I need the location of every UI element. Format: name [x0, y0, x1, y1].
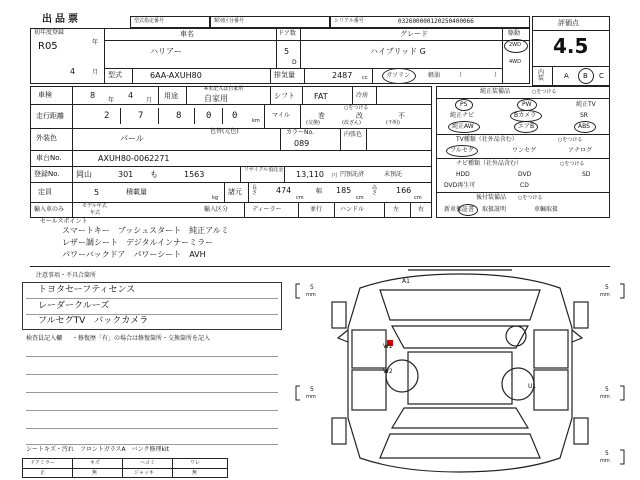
serial-label: シリアル番号 — [334, 18, 364, 24]
mileage-digit-4: 0 — [206, 111, 212, 121]
dvd-cd: CD — [520, 182, 529, 189]
car-door-fr — [534, 330, 568, 368]
shaken-label: 車検 — [38, 91, 52, 99]
shaken-month-unit: 月 — [146, 97, 153, 104]
shaken-month: 4 — [128, 91, 134, 100]
dimensions-label: 諸元 — [228, 188, 242, 196]
car-windshield — [392, 326, 528, 348]
car-mirror-right — [572, 330, 582, 342]
unpaid-label: 未預託 — [384, 171, 403, 178]
legend-crack-val: 無 — [192, 470, 198, 476]
first-reg-label: 初年度登録 — [34, 29, 65, 36]
car-damage-diagram — [290, 268, 630, 478]
handle-left: 左 — [393, 206, 400, 213]
meter-label: マイル — [272, 112, 290, 119]
diagram-label-w2a: W2 — [383, 343, 393, 350]
fuel-diesel: 軽油 — [428, 72, 441, 79]
height-unit: cm — [414, 195, 422, 201]
mileage-digit-1: 2 — [104, 111, 110, 121]
meter-opt-1: 巻 — [318, 112, 325, 120]
model-value: 6AA-AXUH80 — [150, 71, 202, 80]
load-label: 積載量 — [126, 188, 147, 196]
equipment-note: ○をつける — [532, 89, 557, 95]
shift-value: FAT — [314, 92, 328, 101]
shift-label: シフト — [274, 92, 295, 100]
equip-abs-circle — [574, 121, 596, 133]
displacement-label: 排気量 — [274, 71, 295, 79]
mileage-digit-5: 0 — [232, 111, 238, 121]
tire-fl-value: 5 — [310, 284, 314, 291]
first-reg-year: R05 — [38, 41, 58, 52]
model-label: 型式 — [108, 71, 122, 79]
legend-dent: ヘコミ — [140, 460, 156, 466]
car-name-label: 車名 — [180, 30, 194, 38]
tire-spare-unit: mm — [600, 458, 610, 464]
width-label: 幅 — [316, 188, 323, 195]
meter-lbl-2: (改ざん) — [342, 120, 361, 126]
legend-dent-val: ジャッキ — [134, 470, 154, 476]
tire-rl-value: 5 — [310, 386, 314, 393]
length-label: 長さ — [252, 185, 258, 196]
car-name-value: ハリアー — [150, 47, 182, 56]
interior-selected-circle — [578, 68, 594, 84]
tire-fl-unit: mm — [306, 292, 316, 298]
load-unit: kg — [212, 195, 219, 201]
mileage-unit: km — [252, 118, 260, 124]
car-trunk — [380, 434, 540, 458]
footer-note: シートキズ・汚れ フロントガラスA バンク修理kit — [26, 446, 169, 453]
tire-fr-value: 5 — [605, 284, 609, 291]
interior-grade-b: B — [583, 72, 588, 80]
doors-value: 5 — [284, 47, 290, 56]
length-value: 474 — [276, 186, 292, 195]
chassis-label: 車台No. — [36, 154, 62, 162]
parts-note: ○をつける — [518, 195, 543, 201]
eval-value: 4.5 — [553, 34, 589, 58]
notes-title: 注意事項・不具合箇所 — [36, 272, 97, 279]
ext-color-value: パール — [120, 134, 144, 143]
model-year-unit: 年式 — [90, 210, 101, 216]
equip-ps-circle — [455, 99, 473, 111]
mileage-digit-3: 8 — [176, 111, 182, 121]
equip-aw: 純正AW — [452, 123, 474, 130]
fuel-selected-circle — [382, 68, 416, 84]
registration-label: 登録No. — [34, 170, 60, 178]
import-class-label: 輸入区分 — [204, 206, 229, 213]
height-label: 高さ — [372, 185, 378, 196]
usage-label: 用途 — [164, 92, 178, 100]
recycle-value: 13,110 — [296, 170, 324, 179]
first-reg-year-unit: 年 — [92, 39, 99, 46]
legend-scratch-val: 無 — [92, 470, 98, 476]
color-code-label: カラーNo. — [286, 129, 314, 136]
form-title: 出品票 — [42, 14, 81, 25]
tv-oneseg: ワンセグ — [512, 147, 537, 154]
diagram-label-w2b: W2 — [383, 368, 393, 375]
equip-sr: SR — [580, 112, 588, 119]
recycle-label: リサイクル預託金 — [244, 167, 284, 173]
nav-note: ○をつける — [560, 161, 585, 167]
tv-note: ○をつける — [558, 137, 583, 143]
fuel-other-close: ） — [494, 72, 501, 79]
meter-circle-note: ○をつける — [344, 105, 369, 111]
equip-ps: PS — [460, 101, 468, 108]
legend-scratch: キズ — [90, 460, 100, 466]
car-door-rl — [352, 370, 386, 410]
legend-mirror-val: 正 — [40, 470, 46, 476]
displacement-value: 2487 — [332, 71, 353, 80]
first-reg-month-unit: 月 — [92, 69, 99, 76]
equip-aw-circle — [448, 121, 480, 133]
mileage-label: 走行距離 — [36, 112, 64, 120]
handle-label: ハンドル — [340, 206, 365, 213]
nav-hdd: HDD — [456, 171, 470, 178]
meter-opt-3: 不 — [398, 112, 405, 120]
length-unit: cm — [296, 195, 304, 201]
sales-point-3: パワーバックドア パワーシート AVH — [62, 250, 206, 259]
reg-number: 1563 — [184, 170, 205, 179]
int-color-label: 内張色 — [344, 131, 363, 138]
car-body-outline — [348, 274, 572, 472]
width-value: 185 — [336, 186, 352, 195]
parts-handling: 車輛取扱 — [534, 206, 559, 213]
interior-grade-c: C — [599, 72, 604, 80]
drive-4wd: 4WD — [509, 59, 521, 65]
fuel-gasoline: ガソリン — [386, 72, 411, 79]
equip-airbag: エアB — [518, 123, 535, 130]
displacement-unit: cc — [362, 75, 368, 81]
grade-label: グレード — [400, 30, 428, 38]
class-no-label: 類別区分番号 — [214, 18, 245, 24]
car-rear-glass — [392, 408, 528, 428]
equip-airbag-circle — [514, 121, 538, 133]
reg-class: 301 — [118, 170, 134, 179]
tv-title: TV種類（社外品含む） — [456, 136, 518, 143]
doors-unit: D — [292, 59, 297, 66]
drive-label: 駆動 — [508, 30, 521, 37]
nav-dvd: DVD — [518, 171, 532, 178]
interior-grade-a: A — [564, 72, 569, 80]
import-dealer: ディーラー — [252, 206, 282, 213]
eval-label: 評価点 — [558, 19, 579, 27]
recycle-unit: 円 — [332, 173, 338, 179]
tire-rl-unit: mm — [306, 394, 316, 400]
fuel-other-open: （ — [456, 72, 463, 79]
inspector-title: 検査員記入欄 — [26, 335, 63, 342]
usage-value: 自家用 — [204, 94, 228, 103]
equip-pw: PW — [522, 101, 532, 108]
mileage-digit-2: 7 — [138, 111, 144, 121]
shaken-year: 8 — [90, 91, 96, 100]
grade-value: ハイブリッド G — [370, 47, 426, 56]
car-roof — [408, 352, 512, 404]
parts-manual: 取扱説明 — [482, 206, 507, 213]
import-parallel: 並行 — [310, 206, 323, 213]
note-line-1: トヨタセーフティセンス — [38, 285, 136, 295]
tire-spare-value: 5 — [605, 450, 609, 457]
handle-right: 右 — [418, 206, 425, 213]
car-hood — [380, 290, 540, 320]
car-wheel-rr — [574, 418, 588, 444]
ext-color-label: 外装色 — [36, 134, 57, 142]
parts-warranty-circle — [458, 204, 478, 216]
width-unit: cm — [356, 195, 364, 201]
car-door-rr — [534, 370, 568, 410]
shaken-year-unit: 年 — [108, 97, 115, 104]
tv-fullseg: フルセグ — [450, 147, 474, 154]
nav-sd: SD — [582, 171, 591, 178]
tire-rr-unit: mm — [600, 394, 610, 400]
parts-warranty: 新車保証書 — [444, 206, 475, 213]
inspector-note: ・修復歴「有」の場合は修復箇所・交換箇所を記入 — [72, 335, 211, 342]
diagram-label-a1: A1 — [402, 278, 410, 285]
reg-area: 岡山 — [76, 170, 92, 179]
nav-title: ナビ種類（社外品含む） — [456, 160, 523, 167]
car-door-fl — [352, 330, 386, 368]
chassis-value: AXUH80-0062271 — [98, 154, 170, 163]
cert-no-label: 型式指定番号 — [134, 18, 165, 24]
color-code-value: 089 — [294, 139, 310, 148]
meter-lbl-3: (不明) — [386, 120, 400, 126]
note-line-2: レーダークルーズ — [38, 301, 110, 311]
capacity-label: 定員 — [38, 188, 52, 196]
equip-tv: 純正TV — [576, 101, 596, 108]
equipment-title: 純正装備品 — [480, 88, 511, 95]
car-mirror-left — [338, 330, 348, 342]
color-code-note: 色替(元色) — [210, 128, 239, 135]
serial-value: 032600000120250400066 — [398, 18, 474, 25]
capacity-value: 5 — [94, 188, 100, 197]
drive-2wd: 2WD — [509, 42, 521, 48]
usage-note: ※未記入は自家用 — [204, 86, 244, 92]
equip-navi: 純正ナビ — [450, 112, 475, 119]
damage-circle-1 — [386, 360, 418, 392]
equip-abs: ABS — [578, 123, 590, 130]
dvd-label: DVD再生可 — [444, 182, 476, 189]
model-year-label: モデル年式 — [82, 203, 107, 209]
equip-bcam: Bカメラ — [514, 112, 537, 119]
sales-point-2: レザー調シート デジタルインナーミラー — [62, 238, 214, 247]
legend-mirror: ドアミラー — [30, 460, 55, 466]
car-wheel-fl — [332, 302, 346, 328]
prepaid-label: 円預託済 — [340, 171, 365, 178]
interior-label: 内装 — [538, 69, 545, 82]
car-wheel-rl — [332, 418, 346, 444]
legend-crack: ワレ — [190, 460, 201, 466]
note-line-3: フルセグTV バックカメラ — [38, 316, 149, 326]
height-value: 166 — [396, 186, 412, 195]
tv-analog: アナログ — [568, 147, 593, 154]
doors-label: ドア数 — [278, 30, 296, 37]
tv-fullseg-circle — [446, 145, 478, 157]
import-label: 輸入車のみ — [34, 206, 65, 213]
ac-label: 冷房 — [356, 92, 369, 99]
diagram-label-u1: U1 — [528, 383, 537, 390]
sales-points-title: セールスポイント — [40, 218, 88, 225]
meter-opt-2: 改 — [356, 112, 363, 120]
parts-title: 後付装備品 — [476, 194, 507, 201]
reg-kana: も — [150, 170, 158, 179]
tire-fr-unit: mm — [600, 292, 610, 298]
car-wheel-fr — [574, 302, 588, 328]
sales-point-1: スマートキー プッシュスタート 純正アルミ — [62, 226, 229, 235]
first-reg-month: 4 — [70, 67, 76, 76]
tire-rr-value: 5 — [605, 386, 609, 393]
meter-lbl-1: (交換) — [306, 120, 320, 126]
